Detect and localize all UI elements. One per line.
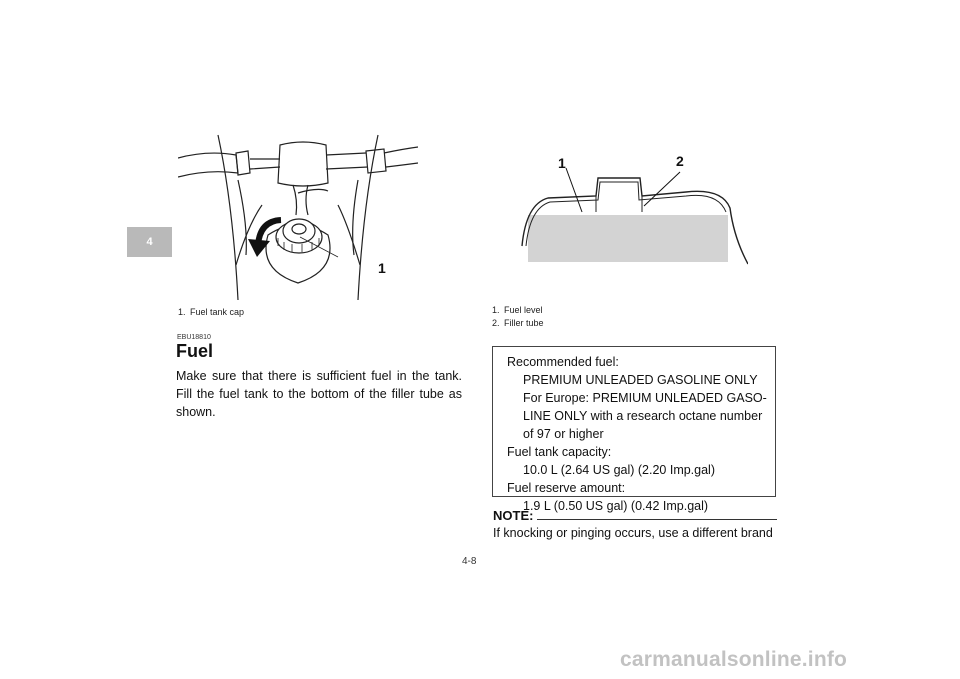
page-number: 4-8 [462,556,477,567]
caption-item: 1. Fuel level [492,305,543,315]
fuel-spec-box [492,346,776,513]
figure-right-captions [492,304,544,330]
fuel-level-fill [528,215,728,262]
watermark[interactable]: carmanualsonline.info [620,648,848,671]
callout-2: 2 [676,153,684,169]
spec-line: PREMIUM UNLEADED GASOLINE ONLY [523,373,758,387]
spec-line: LINE ONLY with a research octane number [523,409,763,423]
figure-left-captions [178,306,244,319]
spec-line: Fuel reserve amount: [507,481,626,495]
caption-item: 1. Fuel tank cap [178,307,245,317]
spec-line: 1.9 L (0.50 US gal) (0.42 Imp.gal) [523,499,709,513]
fuel-level-diagram [518,152,748,267]
spec-line: Recommended fuel: [507,355,619,369]
note-heading [493,508,777,523]
callout-1: 1 [558,155,566,171]
section-code: EBU18810 [177,334,211,341]
note-rule [537,519,777,520]
callout-1: 1 [378,260,386,276]
spec-line: Fuel tank capacity: [507,445,612,459]
chapter-tab: 4 [127,227,172,257]
spec-line: 10.0 L (2.64 US gal) (2.20 Imp.gal) [523,463,715,477]
caption-item: 2. Filler tube [492,318,544,328]
spec-line: For Europe: PREMIUM UNLEADED GASO- [523,391,767,405]
note-text: If knocking or pinging occurs, use a different brand [493,526,773,540]
section-title: Fuel [176,341,214,361]
note-label: NOTE: [493,508,534,523]
section-body: Make sure that there is sufficient fuel in the tank. Fill the fuel tank to the bottom of the filler tube as shown. [176,369,462,419]
spec-line: of 97 or higher [523,427,604,441]
fuel-tank-cap-illustration [178,125,418,300]
